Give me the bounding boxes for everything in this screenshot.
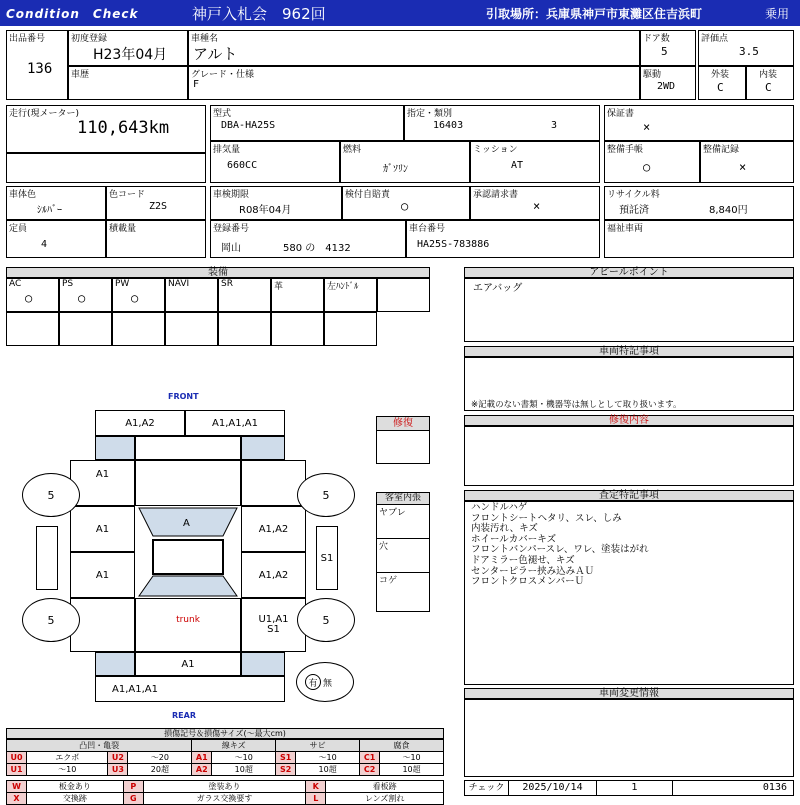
equipment-extra (324, 312, 377, 346)
legend-cell: 塗装あり (143, 781, 306, 793)
special-title: 車両特記事項 (464, 346, 794, 357)
legend-cell: 看板跡 (326, 781, 444, 793)
equipment-value: ○ (78, 291, 86, 305)
score: 3.5 (739, 45, 759, 58)
rear-panel: A1 (135, 652, 241, 676)
legend-cell: 10超 (380, 764, 444, 776)
repair-content-box (464, 426, 794, 486)
insurance: ○ (401, 199, 409, 213)
front-bumper-right: A1,A1,A1 (185, 410, 285, 436)
car-name: アルト (193, 45, 238, 63)
equipment-label: 革 (274, 282, 284, 292)
equipment-value: ○ (131, 291, 139, 305)
tire-rear-left: 5 (22, 598, 80, 642)
legend-table: 凸凹・亀裂 線キズ サビ 腐食 U0 エクボ U2 〜20 A1 〜10 S1 〜10 C1 〜10 U1 〜10 U3 20超 A2 10超 S2 10超 C2 10超 (6, 739, 444, 776)
inspection-line: ドアミラー色褪せ、キズ (471, 554, 575, 566)
equipment-label: NAVI (168, 279, 190, 289)
mileage-extra-cell (6, 153, 206, 183)
hood (135, 460, 241, 506)
welfare-cell: 福祉車両 (604, 220, 794, 258)
front-label: FRONT (168, 392, 199, 401)
fender-left: A1 (70, 460, 135, 506)
tire-front-right: 5 (297, 473, 355, 517)
interior-title: 客室内張 (377, 493, 429, 505)
step-left (36, 526, 58, 590)
rear-corner-right (241, 652, 285, 676)
legend-cell: 〜10 (296, 752, 360, 764)
legend-cell: 〜20 (128, 752, 192, 764)
equipment-extra (218, 312, 271, 346)
lot-number: 136 (27, 61, 53, 77)
legend-cell: G (123, 793, 143, 805)
front-door-left: A1 (70, 506, 135, 552)
legend-cell: C2 (360, 764, 380, 776)
inspection-line: 内装汚れ、キズ (471, 523, 538, 535)
model-cell: 型式 DBA-HA25S (210, 105, 404, 141)
exterior-cell: 外装 C (698, 66, 746, 100)
equipment-label: PS (62, 279, 74, 289)
inspection-line: センターピラー挟み込みＡＵ (471, 565, 595, 577)
score-cell: 評価点 3.5 (698, 30, 794, 66)
interior-item: ヤブレ (377, 505, 429, 539)
legend-cell: U1 (7, 764, 27, 776)
tire-rear-right: 5 (297, 598, 355, 642)
interior-cell: 内装 C (746, 66, 794, 100)
classification-2: 3 (551, 120, 558, 131)
first-reg-cell: 初度登録 H23年04月 (68, 30, 188, 66)
spare-no: 無 (323, 678, 333, 689)
legend-cell: A1 (192, 752, 212, 764)
rear-corner-left (95, 652, 135, 676)
interior-box (376, 492, 430, 612)
equipment-ac (6, 278, 59, 312)
tire-front-left: 5 (22, 473, 80, 517)
inspection-box (464, 501, 794, 685)
legend-cell: S2 (276, 764, 296, 776)
drive-cell: 駆動 2WD (640, 66, 696, 100)
front-door-right: A1,A2 (241, 506, 306, 552)
warranty: × (643, 120, 651, 134)
legend-cell: 20超 (128, 764, 192, 776)
legend-cell: エクボ (27, 752, 108, 764)
model-code: DBA-HA25S (221, 120, 276, 131)
appeal-title: アピールポイント (464, 267, 794, 278)
rear-bumper: A1,A1,A1 (95, 676, 285, 702)
inspection-title: 査定特記事項 (464, 490, 794, 501)
equipment-title: 装備 (6, 267, 430, 278)
legend-cell: C1 (360, 752, 380, 764)
drive: 2WD (657, 81, 676, 92)
lot-number-cell: 出品番号 136 (6, 30, 68, 100)
grade: F (193, 79, 200, 90)
service-manual: ○ (643, 160, 651, 174)
car-name-cell: 車種名 アルト (188, 30, 640, 66)
inspection-line: ホイールカバーキズ (471, 533, 557, 545)
first-registration: H23年04月 (93, 47, 168, 63)
front-bumper-left: A1,A2 (95, 410, 185, 436)
header-title: Condition Check (6, 7, 139, 21)
classification-cell: 指定・類別 16403 3 (404, 105, 600, 141)
grade-cell: グレード・仕様 F (188, 66, 640, 100)
insurance-cell: 検付自賠責 ○ (342, 186, 470, 220)
equipment-左ﾊﾝﾄﾞﾙ (324, 278, 377, 312)
approval: × (533, 199, 541, 213)
chassis-number: HA25S-783886 (417, 239, 490, 250)
legend-cell: ガラス交換要す (143, 793, 306, 805)
special-note: ※記載のない書類・機器等は無しとして取り扱います。 (471, 400, 682, 410)
inspection-line: フロントシートヘタリ、スレ、しみ (471, 512, 622, 524)
inspection-expiry: R08年04月 (239, 205, 292, 216)
equipment-extra (59, 312, 112, 346)
change-box (464, 699, 794, 777)
legend-cell: A2 (192, 764, 212, 776)
equipment-blank (377, 278, 430, 312)
rear-label: REAR (172, 711, 196, 720)
auction-name: 神戸入札会 962回 (192, 5, 326, 23)
displacement: 660CC (227, 160, 258, 171)
repair-title: 修復 (377, 417, 429, 431)
approval-cell: 承認請求書 × (470, 186, 600, 220)
exterior-grade: C (717, 81, 724, 94)
doors: 5 (661, 45, 668, 58)
special-box (464, 357, 794, 411)
check-label: チェック (465, 781, 509, 795)
equipment-extra (165, 312, 218, 346)
rear-door-right: A1,A2 (241, 552, 306, 598)
recycle-fee: 8,840円 (709, 205, 748, 216)
legend-cell: K (306, 781, 326, 793)
equipment-label: PW (115, 279, 130, 289)
capacity-cell: 定員 4 (6, 220, 106, 258)
spare-yes: 有 (305, 674, 321, 690)
check-num: 1 (597, 781, 673, 795)
legend-cell: S1 (276, 752, 296, 764)
service-record: × (739, 160, 747, 174)
legend-cell: レンズ割れ (326, 793, 444, 805)
equipment-navi (165, 278, 218, 312)
equipment-ps (59, 278, 112, 312)
equipment-extra (271, 312, 324, 346)
check-row (464, 780, 794, 796)
plate-cell: 登録番号 岡山 580 の 4132 (210, 220, 406, 258)
inspection-line: フロントバンパースレ、ワレ、塗装はがれ (471, 544, 649, 556)
mileage-cell: 走行(現メーター) 110,643km (6, 105, 206, 153)
legend-cell: 〜10 (380, 752, 444, 764)
plate-area: 岡山 (221, 243, 241, 254)
interior-grade: C (765, 81, 772, 94)
legend-cell: 10超 (212, 764, 276, 776)
rear-fender-right: U1,A1 S1 (241, 598, 306, 652)
fuel-cell: 燃料 ｶﾞｿﾘﾝ (340, 141, 470, 183)
legend-title: 損傷記号＆損傷サイズ(〜最大cm) (6, 728, 444, 739)
record-cell: 整備記録 × (700, 141, 794, 183)
trunk-area: trunk (135, 598, 241, 652)
chassis-cell: 車台番号 HA25S-783886 (406, 220, 600, 258)
displacement-cell: 排気量 660CC (210, 141, 340, 183)
legend-cell: 〜10 (27, 764, 108, 776)
equipment-pw (112, 278, 165, 312)
interior-item: コゲ (379, 576, 398, 586)
classification-1: 16403 (433, 120, 464, 131)
equipment-label: AC (9, 279, 22, 289)
inspection-line: ハンドルハゲ (471, 502, 528, 513)
history-cell: 車歴 (68, 66, 188, 100)
check-code: 0136 (762, 782, 787, 793)
plate-number: 580 の 4132 (283, 243, 351, 254)
roof-mark: A (183, 518, 190, 529)
legend-table-2 (6, 780, 444, 805)
equipment-label: SR (221, 279, 233, 289)
legend-cell: 板金あり (27, 781, 124, 793)
front-corner-left (95, 436, 135, 460)
damage-legend (6, 728, 444, 805)
color-code: Z2S (149, 201, 168, 212)
header-bar (0, 0, 800, 26)
equipment-革 (271, 278, 324, 312)
manual-cell: 整備手帳 ○ (604, 141, 700, 183)
vehicle-category: 乗用 (765, 7, 790, 21)
inspection-cell: 車検期限 R08年04月 (210, 186, 342, 220)
warranty-cell: 保証書 × (604, 105, 794, 141)
recycle-cell: リサイクル料 預託済 8,840円 (604, 186, 794, 220)
body-color: ｼﾙﾊﾞｰ (37, 205, 62, 216)
legend-cell: P (123, 781, 143, 793)
repair-box (376, 416, 430, 464)
change-title: 車両変更情報 (464, 688, 794, 699)
color-cell: 車体色 ｼﾙﾊﾞｰ (6, 186, 106, 220)
inspection-notes (471, 503, 649, 588)
color-code-cell: 色コード Z2S (106, 186, 206, 220)
doors-cell: ドア数 5 (640, 30, 696, 66)
legend-cell: U0 (7, 752, 27, 764)
interior-items (377, 505, 429, 607)
inspection-line: フロントクロスメンバーＵ (471, 576, 585, 588)
legend-cell: 交換跡 (27, 793, 124, 805)
transmission-cell: ミッション AT (470, 141, 600, 183)
legend-cell: U3 (108, 764, 128, 776)
load-cell: 積載量 (106, 220, 206, 258)
pickup-location: 引取場所：兵庫県神戸市東灘区住吉浜町 (486, 7, 703, 21)
step-right: S1 (316, 526, 338, 590)
appeal-box (464, 278, 794, 342)
transmission: AT (511, 160, 524, 171)
legend-cell: L (306, 793, 326, 805)
check-date: 2025/10/14 (509, 781, 597, 795)
rear-door-left: A1 (70, 552, 135, 598)
fender-right (241, 460, 306, 506)
equipment-extra (6, 312, 59, 346)
mileage: 110,643km (77, 118, 170, 138)
equipment-value: ○ (25, 291, 33, 305)
recycle-status: 預託済 (619, 205, 649, 216)
interior-item: 穴 (377, 539, 429, 573)
cabin-area (135, 506, 241, 598)
repair-content-title: 修復内容 (464, 415, 794, 426)
legend-cell: 〜10 (212, 752, 276, 764)
equipment-label: 左ﾊﾝﾄﾞﾙ (327, 282, 359, 292)
equipment-sr (218, 278, 271, 312)
spare-tire (296, 662, 354, 702)
legend-cell: 10超 (296, 764, 360, 776)
legend-cell: X (7, 793, 27, 805)
equipment-extra (112, 312, 165, 346)
hood-front (135, 436, 241, 460)
legend-cell: U2 (108, 752, 128, 764)
front-corner-right (241, 436, 285, 460)
legend-cell: W (7, 781, 27, 793)
appeal-text: エアバッグ (473, 283, 523, 294)
capacity: 4 (41, 239, 48, 250)
rear-fender-left (70, 598, 135, 652)
fuel: ｶﾞｿﾘﾝ (383, 164, 408, 175)
